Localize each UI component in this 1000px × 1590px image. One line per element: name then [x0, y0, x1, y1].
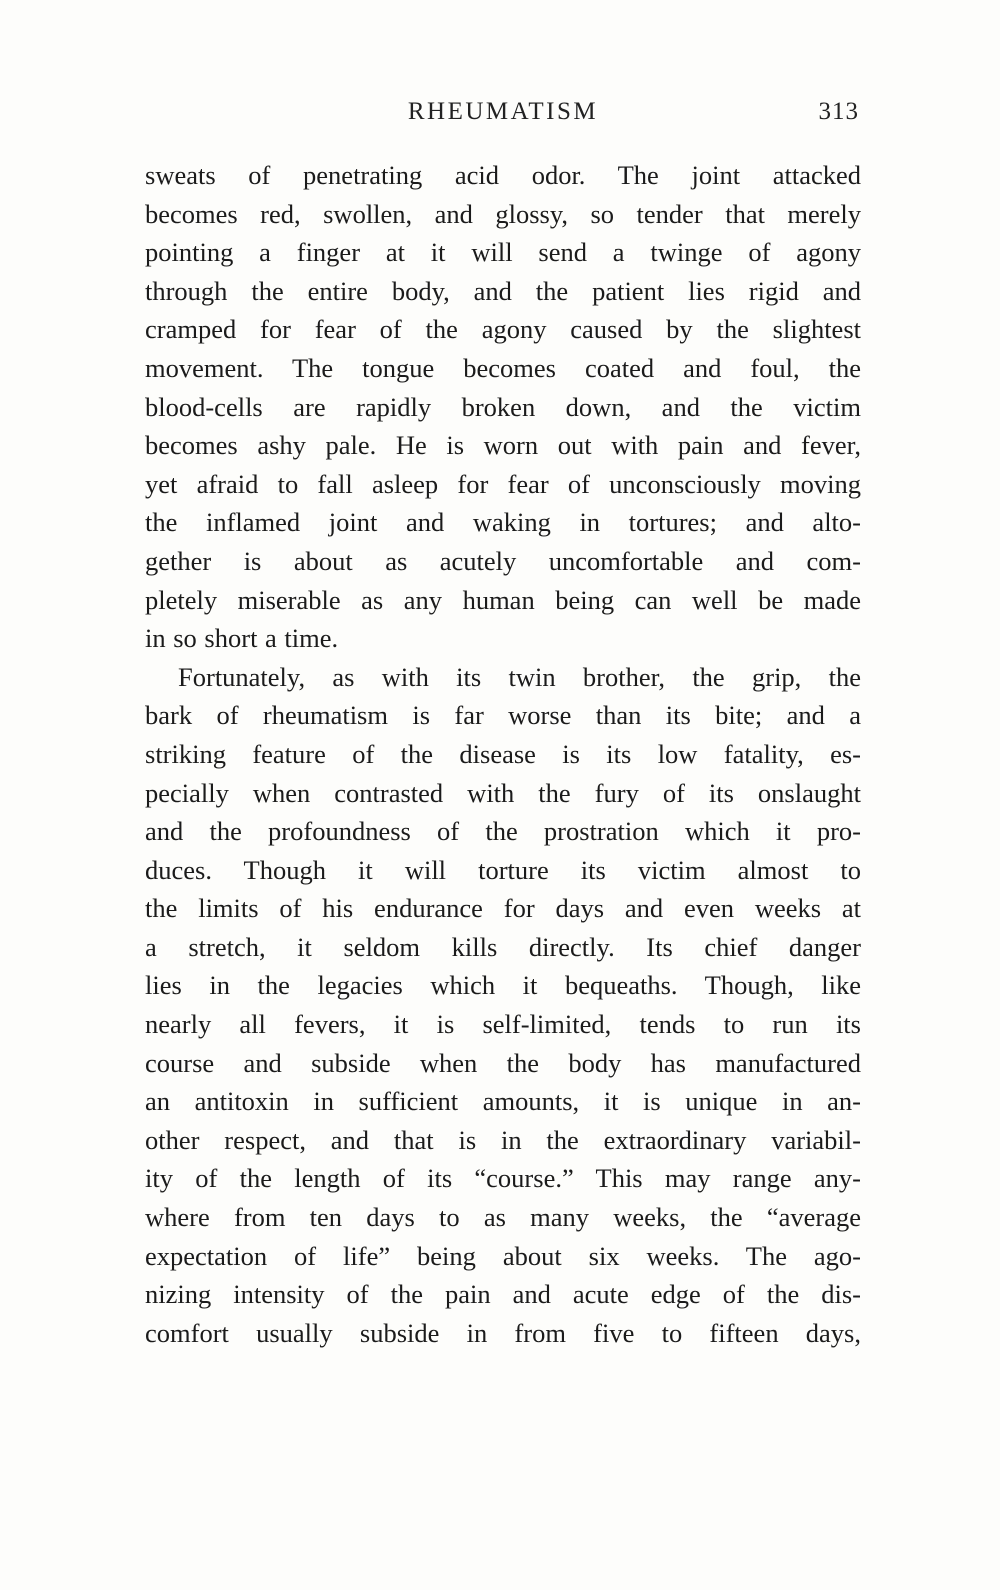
- text-line: expectation of life” being about six weeks. The ago-: [145, 1240, 861, 1271]
- text-line: striking feature of the disease is its low fatality, es-: [145, 738, 861, 769]
- text-line: blood-cells are rapidly broken down, and the victim: [145, 391, 861, 422]
- text-line: Fortunately, as with its twin brother, the grip, the: [178, 661, 861, 692]
- text-line: comfort usually subside in from five to fifteen days,: [145, 1317, 861, 1348]
- page-header: [145, 98, 861, 132]
- text-line: an antitoxin in sufficient amounts, it is unique in an-: [145, 1086, 861, 1117]
- text-line: nearly all fevers, it is self-limited, tends to run its: [145, 1009, 861, 1040]
- text-line: gether is about as acutely uncomfortable and com-: [145, 545, 861, 576]
- text-line: where from ten days to as many weeks, the “average: [145, 1202, 861, 1233]
- text-line: course and subside when the body has manufactured: [145, 1047, 861, 1078]
- running-title: RHEUMATISM: [407, 98, 599, 125]
- text-line: movement. The tongue becomes coated and foul, the: [145, 352, 861, 383]
- text-line: cramped for fear of the agony caused by the slightest: [145, 314, 861, 345]
- text-line: a stretch, it seldom kills directly. Its chief danger: [145, 931, 861, 962]
- text-line: through the entire body, and the patient lies rigid and: [145, 275, 861, 306]
- text-line: sweats of penetrating acid odor. The joint attacked: [145, 160, 861, 190]
- text-line: the limits of his endurance for days and even weeks at: [145, 893, 861, 924]
- text-line: bark of rheumatism is far worse than its bite; and a: [145, 700, 861, 731]
- text-line: pecially when contrasted with the fury of its onslaught: [145, 777, 861, 808]
- paragraph: [145, 156, 861, 658]
- paragraph: [145, 658, 861, 1353]
- text-line: pletely miserable as any human being can well be made: [145, 584, 861, 615]
- text-line: lies in the legacies which it bequeaths. Though, like: [145, 970, 861, 1001]
- body-text: [145, 156, 861, 1352]
- text-line: becomes red, swollen, and glossy, so tender that merely: [145, 198, 861, 229]
- text-line: duces. Though it will torture its victim almost to: [145, 854, 861, 885]
- text-line: in so short a time.: [145, 623, 339, 654]
- text-line: nizing intensity of the pain and acute edge of the dis-: [145, 1279, 861, 1310]
- page-number: 313: [818, 98, 859, 125]
- text-line: yet afraid to fall asleep for fear of unconsciously moving: [145, 468, 861, 499]
- text-line: other respect, and that is in the extraordinary variabil-: [145, 1124, 861, 1155]
- text-line: becomes ashy pale. He is worn out with pain and fever,: [145, 430, 861, 461]
- text-line: and the profoundness of the prostration which it pro-: [145, 816, 861, 847]
- text-line: the inflamed joint and waking in tortures; and alto-: [145, 507, 861, 538]
- text-line: pointing a finger at it will send a twinge of agony: [145, 237, 861, 268]
- text-line: ity of the length of its “course.” This may range any-: [145, 1163, 861, 1194]
